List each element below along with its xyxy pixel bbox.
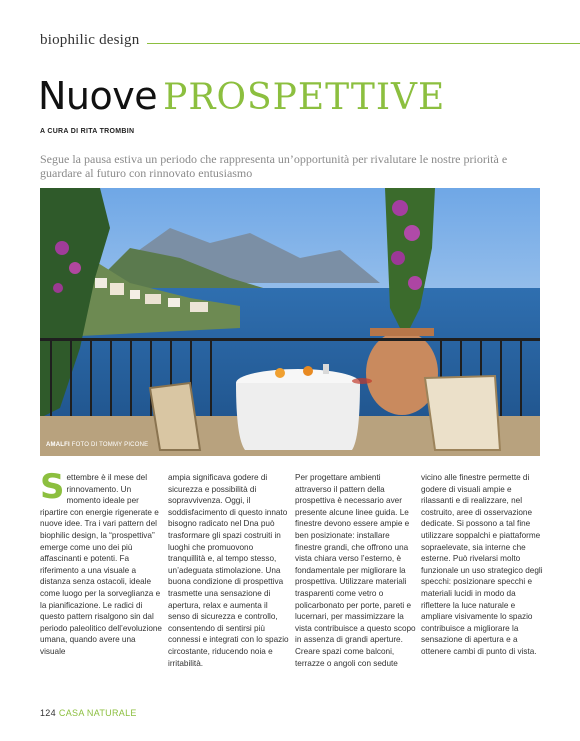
publication-name: CASA NATURALE bbox=[58, 708, 137, 718]
article-title bbox=[38, 70, 445, 131]
terrace-seaview-illustration bbox=[40, 188, 540, 456]
page-footer bbox=[40, 708, 137, 718]
column-1-text: ettembre è il mese del rinnovamento. Un momento ideale per ripartire con energie rigenerate e nuove idee. Tra i vari pattern del biophilic design, la “prospettiva” emerge come uno dei più affascinanti e potenti. Fa riferimento a una visuale a distanza senza ostacoli, ideale come luogo per la sorveglianza e la pianificazione. Le radici di questo pattern risalgono sin dal periodo paleolitico dell’evoluzione umana, quando avere una visuale bbox=[40, 473, 162, 656]
byline: A CURA DI RITA TROMBIN bbox=[40, 128, 135, 135]
page-number: 124 bbox=[40, 708, 56, 718]
caption-place: AMALFI bbox=[46, 442, 70, 448]
section-label: biophilic design bbox=[40, 32, 147, 49]
title-main: Nuove bbox=[38, 74, 158, 118]
body-column-4 bbox=[421, 472, 543, 658]
title-accent: PROSPETTIVE bbox=[163, 77, 446, 118]
body-column-3 bbox=[295, 472, 417, 669]
section-header bbox=[40, 32, 580, 52]
body-column-2 bbox=[168, 472, 290, 669]
column-2-text: ampia significava godere di sicurezza e possibilità di sopravvivenza. Oggi, il soddisfacimento di questo innato bisogno radicato nel Dna può trasformare gli spazi costruiti in luoghi che promuovono tranquillità e, al tempo stesso, un’adeguata stimolazione. Una buona condizione di prospettiva trasmette una sensazione di apertura, relax e aumenta il senso di sicurezza e controllo, consentendo di sentirsi più connessi e integrati con lo spazio circostante, riducendo noia e irritabilità. bbox=[168, 473, 289, 668]
drop-cap: S bbox=[40, 467, 65, 507]
column-3-text: Per progettare ambienti attraverso il pattern della prospettiva è necessario aver presente alcune linee guida. Le finestre devono essere ampie e ben posizionate: installare finestre grandi, che offrono una vista chiara verso l’esterno, è fondamentale per migliorare la prospettiva. Utilizzare materiali trasparenti come vetro o policarbonato per porte, pareti e lucernari, per massimizzare la vista contribuisce a questo scopo in assenza di grandi aperture. Creare spazi come balconi, terrazze o angoli con sedute bbox=[295, 473, 416, 668]
hero-photo bbox=[40, 188, 540, 456]
column-4-text: vicino alle finestre permette di godere di visuali ampie e rilassanti e di realizzare, nel costruito, aree di osservazione dedicate. Si possono a tal fine utilizzare soppalchi e piattaforme sopraelevate, sia interne che esterne. Può rivelarsi molto funzionale un uso strategico degli specchi: posizionare specchi e materiali lucidi in modo da riflettere la luce naturale e ampliare visivamente lo spazio contribuisce a migliorare la sensazione di apertura e a ottenere cambi di punto di vista. bbox=[421, 473, 543, 656]
photo-caption bbox=[46, 442, 148, 448]
lead-paragraph: Segue la pausa estiva un periodo che rappresenta un’opportunità per rivalutare le nostre priorità e guardare al futuro con rinnovato entusiasmo bbox=[40, 152, 508, 180]
caption-credit: FOTO DI TOMMY PICONE bbox=[71, 442, 149, 448]
body-column-1 bbox=[40, 467, 162, 658]
